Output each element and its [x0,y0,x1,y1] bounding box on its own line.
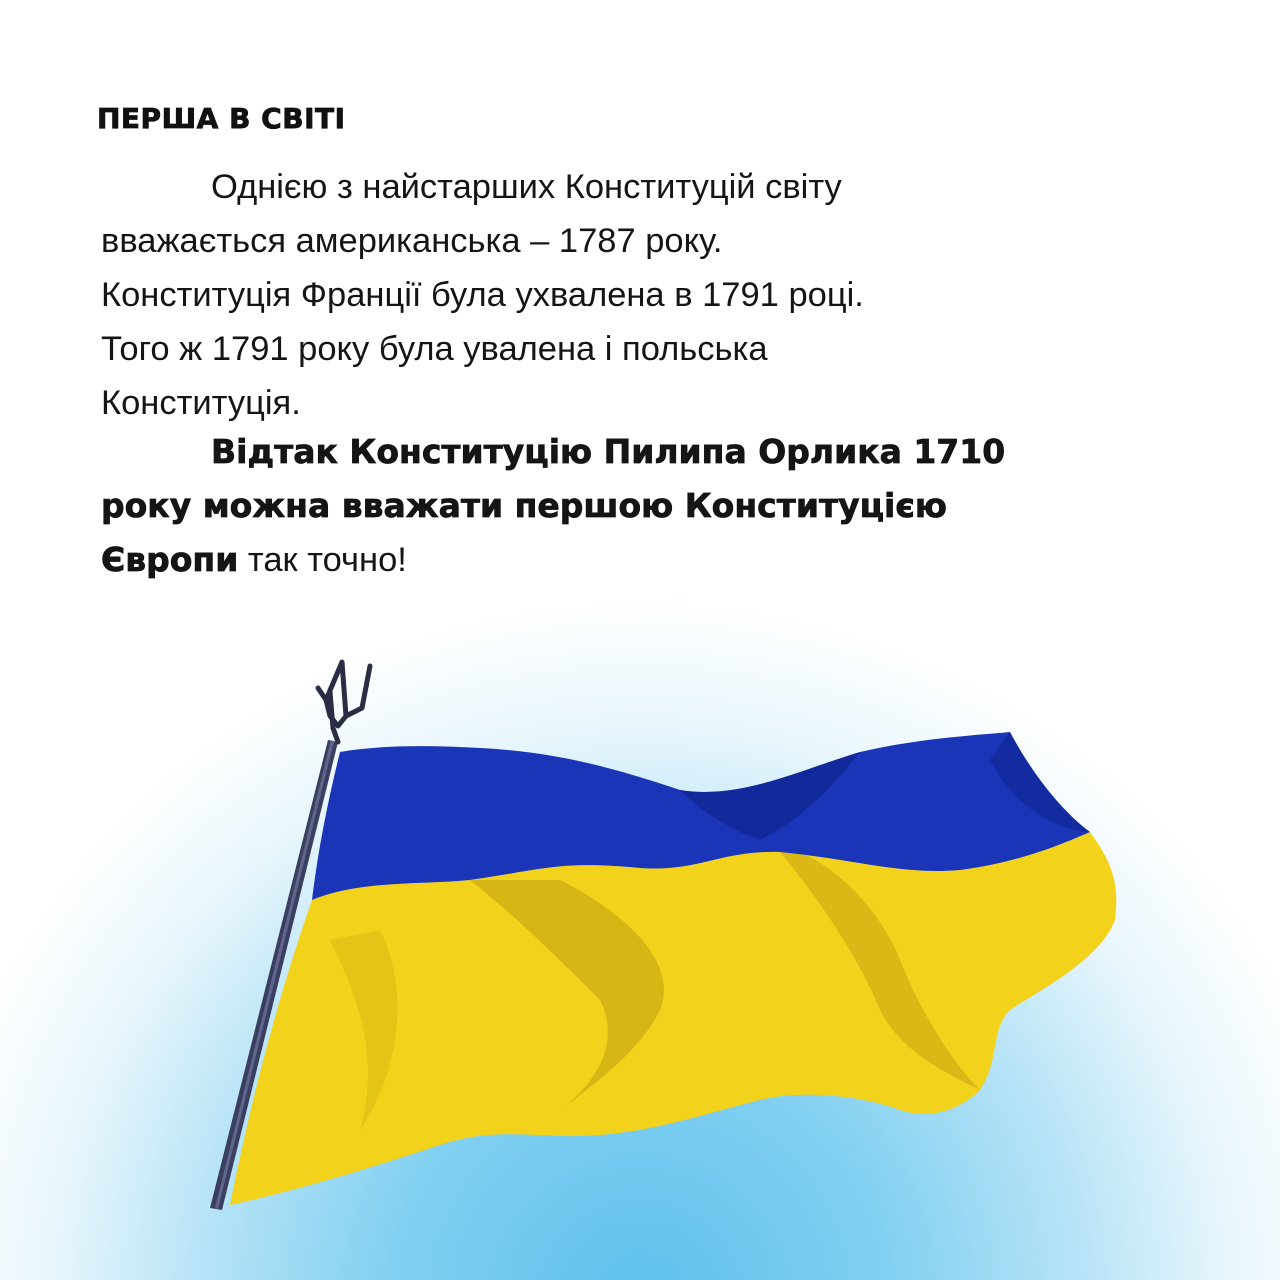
conclusion-bold-line-3: Європи [101,540,239,579]
conclusion-paragraph [101,425,1211,587]
intro-line-1: Однією з найстарших Конституцій світу [211,168,842,206]
intro-paragraph [101,160,1211,430]
intro-line-4: Того ж 1791 року була увалена і польська [101,330,768,368]
intro-line-3: Конституція Франції була ухвалена в 1791 році. [101,276,864,314]
trident-icon [318,662,370,742]
intro-line-2: вважається американська – 1787 року. [101,222,723,260]
conclusion-bold-line-2: року можна вважати першою Конституцією [101,486,948,525]
conclusion-tail: так точно! [238,541,407,579]
conclusion-bold-line-1: Відтак Конституцію Пилипа Орлика 1710 [211,432,1006,471]
page-title: ПЕРША В СВІТІ [97,102,346,135]
intro-line-5: Конституція. [101,384,301,422]
text-content [0,0,1280,600]
